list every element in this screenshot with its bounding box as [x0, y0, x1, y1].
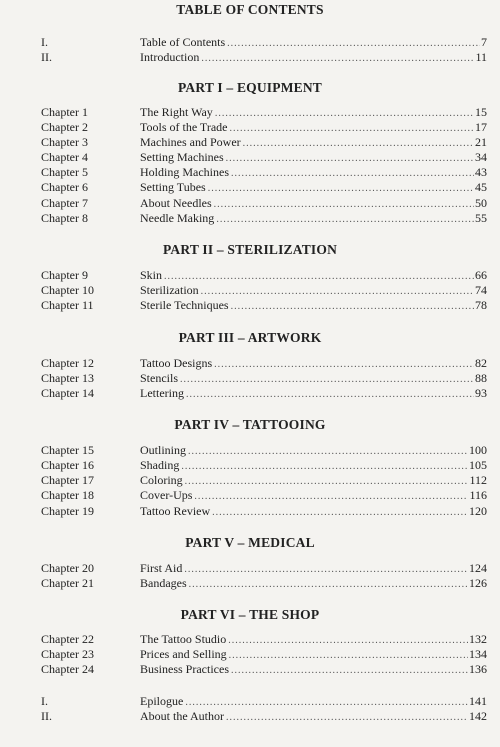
entry-number: Chapter 10: [41, 283, 94, 297]
entry-title: Bandages: [140, 576, 187, 590]
entry-page: 45: [475, 180, 487, 194]
entry-page: 100: [469, 443, 487, 457]
dot-leader: [214, 197, 474, 212]
entry-title: Shading: [140, 458, 180, 472]
entry-title: The Right Way: [140, 105, 213, 119]
entry-page: 93: [475, 386, 487, 400]
entry-number: Chapter 16: [41, 458, 94, 472]
dot-leader: [194, 489, 468, 504]
dot-leader: [180, 372, 474, 387]
entry-title: Coloring: [140, 473, 183, 487]
entry-number: Chapter 5: [41, 165, 88, 179]
dot-leader: [185, 695, 468, 710]
toc-entry: [0, 504, 500, 519]
toc-entry: [0, 283, 500, 298]
entry-number: Chapter 6: [41, 180, 88, 194]
entry-title: Stencils: [140, 371, 178, 385]
entry-page: 124: [469, 561, 487, 575]
toc-entry: [0, 298, 500, 313]
entry-page: 88: [475, 371, 487, 385]
dot-leader: [231, 299, 474, 314]
entry-number: Chapter 24: [41, 662, 94, 676]
entry-title: About the Author: [140, 709, 224, 723]
entry-number: Chapter 17: [41, 473, 94, 487]
part-heading: PART VI – THE SHOP: [180, 607, 320, 622]
entry-title: Tools of the Trade: [140, 120, 228, 134]
entry-title: Table of Contents: [140, 35, 226, 49]
entry-number: I.: [41, 35, 48, 49]
entry-number: Chapter 7: [41, 196, 88, 210]
part-heading: PART V – MEDICAL: [185, 535, 315, 550]
entry-title: Tattoo Review: [140, 504, 211, 518]
part-heading: PART II – STERILIZATION: [162, 242, 338, 257]
dot-leader: [212, 505, 468, 520]
entry-title: About Needles: [140, 196, 212, 210]
dot-leader: [231, 663, 468, 678]
dot-leader: [230, 121, 475, 136]
part-heading: PART III – ARTWORK: [178, 330, 322, 345]
dot-leader: [216, 212, 474, 227]
entry-number: Chapter 4: [41, 150, 88, 164]
entry-number: II.: [41, 709, 52, 723]
entry-title: The Tattoo Studio: [140, 632, 227, 646]
toc-entry: [0, 488, 500, 503]
toc-entry: [0, 371, 500, 386]
part-heading: PART I – EQUIPMENT: [177, 80, 322, 95]
toc-entry: [0, 211, 500, 226]
entry-page: 17: [475, 120, 487, 134]
dot-leader: [226, 710, 468, 725]
entry-number: Chapter 14: [41, 386, 94, 400]
entry-title: Prices and Selling: [140, 647, 227, 661]
entry-number: II.: [41, 50, 52, 64]
page-title: TABLE OF CONTENTS: [176, 2, 324, 17]
toc-entry: [0, 458, 500, 473]
toc-entry: [0, 647, 500, 662]
entry-page: 43: [475, 165, 487, 179]
entry-page: 34: [475, 150, 487, 164]
entry-page: 105: [469, 458, 487, 472]
dot-leader: [229, 648, 468, 663]
entry-number: Chapter 19: [41, 504, 94, 518]
entry-page: 82: [475, 356, 487, 370]
entry-page: 126: [469, 576, 487, 590]
entry-number: Chapter 15: [41, 443, 94, 457]
dot-leader: [214, 357, 474, 372]
toc-entry: [0, 180, 500, 195]
entry-title: Sterilization: [140, 283, 199, 297]
entry-number: Chapter 12: [41, 356, 94, 370]
dot-leader: [215, 106, 474, 121]
entry-title: Sterile Techniques: [140, 298, 229, 312]
dot-leader: [208, 181, 474, 196]
dot-leader: [189, 577, 468, 592]
entry-number: I.: [41, 694, 48, 708]
entry-number: Chapter 22: [41, 632, 94, 646]
entry-page: 142: [469, 709, 487, 723]
toc-entry: [0, 662, 500, 677]
dot-leader: [164, 269, 474, 284]
entry-title: Needle Making: [140, 211, 215, 225]
entry-title: Outlining: [140, 443, 187, 457]
dot-leader: [188, 444, 468, 459]
toc-entry: [0, 105, 500, 120]
dot-leader: [227, 36, 480, 51]
entry-page: 134: [469, 647, 487, 661]
dot-leader: [201, 51, 474, 66]
entry-title: Holding Machines: [140, 165, 229, 179]
toc-entry: [0, 632, 500, 647]
entry-title: Machines and Power: [140, 135, 241, 149]
entry-title: Lettering: [140, 386, 184, 400]
toc-entry: [0, 35, 500, 50]
toc-entry: [0, 561, 500, 576]
toc-entry: [0, 150, 500, 165]
entry-title: Setting Machines: [140, 150, 224, 164]
entry-number: Chapter 9: [41, 268, 88, 282]
entry-page: 112: [469, 473, 487, 487]
dot-leader: [181, 459, 468, 474]
toc-entry: [0, 135, 500, 150]
entry-number: Chapter 8: [41, 211, 88, 225]
entry-number: Chapter 18: [41, 488, 94, 502]
dot-leader: [186, 387, 474, 402]
toc-entry: [0, 709, 500, 724]
entry-page: 141: [469, 694, 487, 708]
entry-page: 132: [469, 632, 487, 646]
entry-title: Business Practices: [140, 662, 229, 676]
entry-number: Chapter 20: [41, 561, 94, 575]
entry-title: Epilogue: [140, 694, 184, 708]
entry-page: 11: [475, 50, 487, 64]
entry-number: Chapter 23: [41, 647, 94, 661]
toc-entry: [0, 268, 500, 283]
entry-page: 74: [475, 283, 487, 297]
entry-number: Chapter 1: [41, 105, 88, 119]
entry-number: Chapter 21: [41, 576, 94, 590]
dot-leader: [185, 474, 469, 489]
entry-number: Chapter 2: [41, 120, 88, 134]
dot-leader: [184, 562, 468, 577]
entry-number: Chapter 3: [41, 135, 88, 149]
toc-entry: [0, 50, 500, 65]
entry-title: First Aid: [140, 561, 183, 575]
entry-page: 21: [475, 135, 487, 149]
toc-entry: [0, 473, 500, 488]
toc-entry: [0, 576, 500, 591]
entry-page: 136: [469, 662, 487, 676]
dot-leader: [201, 284, 474, 299]
entry-title: Introduction: [140, 50, 200, 64]
toc-entry: [0, 165, 500, 180]
part-heading: PART IV – TATTOOING: [174, 417, 326, 432]
toc-entry: [0, 356, 500, 371]
entry-page: 66: [475, 268, 487, 282]
entry-page: 7: [481, 35, 487, 49]
toc-entry: [0, 196, 500, 211]
entry-title: Skin: [140, 268, 163, 282]
entry-page: 15: [475, 105, 487, 119]
entry-page: 78: [475, 298, 487, 312]
entry-number: Chapter 13: [41, 371, 94, 385]
toc-entry: [0, 694, 500, 709]
entry-page: 116: [469, 488, 487, 502]
toc-entry: [0, 120, 500, 135]
dot-leader: [226, 151, 474, 166]
entry-title: Tattoo Designs: [140, 356, 213, 370]
toc-entry: [0, 443, 500, 458]
dot-leader: [228, 633, 468, 648]
entry-title: Cover-Ups: [140, 488, 193, 502]
toc-entry: [0, 386, 500, 401]
entry-page: 120: [469, 504, 487, 518]
entry-number: Chapter 11: [41, 298, 94, 312]
entry-title: Setting Tubes: [140, 180, 206, 194]
entry-page: 50: [475, 196, 487, 210]
dot-leader: [243, 136, 474, 151]
dot-leader: [231, 166, 474, 181]
entry-page: 55: [475, 211, 487, 225]
